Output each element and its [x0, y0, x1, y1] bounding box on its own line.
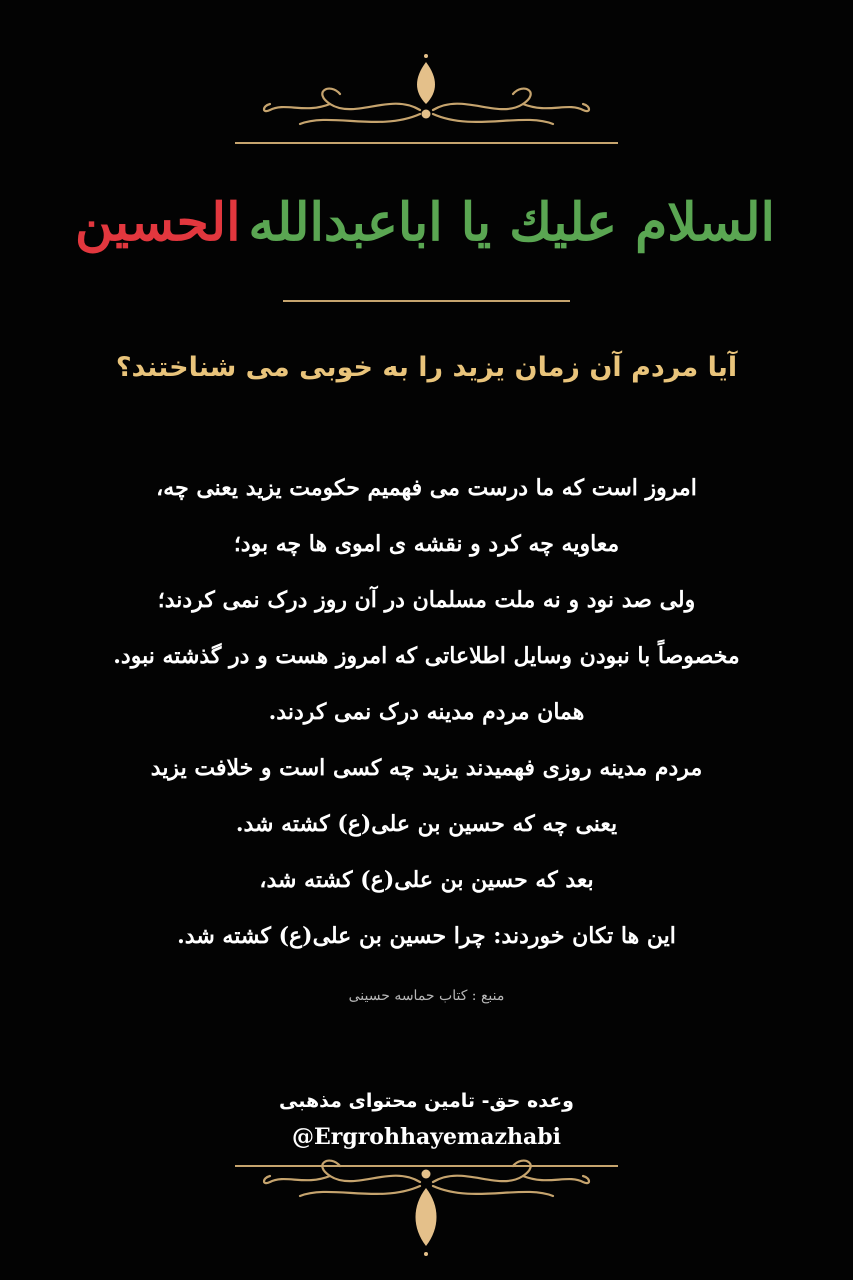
top-divider: [235, 142, 618, 144]
calligraphy-divider: [283, 300, 570, 302]
header-calligraphy: [75, 172, 775, 272]
channel-handle[interactable]: @Ergrohhayemazhabi: [291, 1124, 562, 1150]
body-line: معاویه چه کرد و نقشه ی اموی ها چه بود؛: [233, 531, 620, 557]
question-heading: آیا مردم آن زمان یزید را به خوبی می شناختند؟: [115, 352, 738, 383]
top-ornament-icon: [0, 52, 853, 147]
body-line: امروز است که ما درست می فهمیم حکومت یزید یعنی چه،: [156, 475, 697, 501]
body-text: [20, 460, 833, 964]
calligraphy-green: السلام علیك یا اباعبدالله: [248, 191, 775, 253]
body-line: مخصوصاً با نبودن وسایل اطلاعاتی که امروز هست و در گذشته نبود.: [113, 643, 740, 669]
bottom-ornament-icon: [0, 1150, 853, 1260]
body-line: ولی صد نود و نه ملت مسلمان در آن روز درک نمی کردند؛: [157, 587, 696, 613]
calligraphy-red: الحسین: [75, 191, 241, 253]
body-line: بعد که حسین بن علی(ع) کشته شد،: [259, 867, 594, 893]
body-line: یعنی چه که حسین بن علی(ع) کشته شد.: [235, 811, 618, 837]
body-line: مردم مدینه روزی فهمیدند یزید چه کسی است و خلافت یزید: [150, 755, 703, 781]
body-line: همان مردم مدینه درک نمی کردند.: [268, 699, 585, 725]
brand-name: وعده حق- تامین محتوای مذهبی: [279, 1090, 574, 1112]
body-line: این ها تکان خوردند: چرا حسین بن علی(ع) کشته شد.: [177, 923, 676, 949]
source-citation: منبع : کتاب حماسه حسینی: [348, 988, 505, 1004]
